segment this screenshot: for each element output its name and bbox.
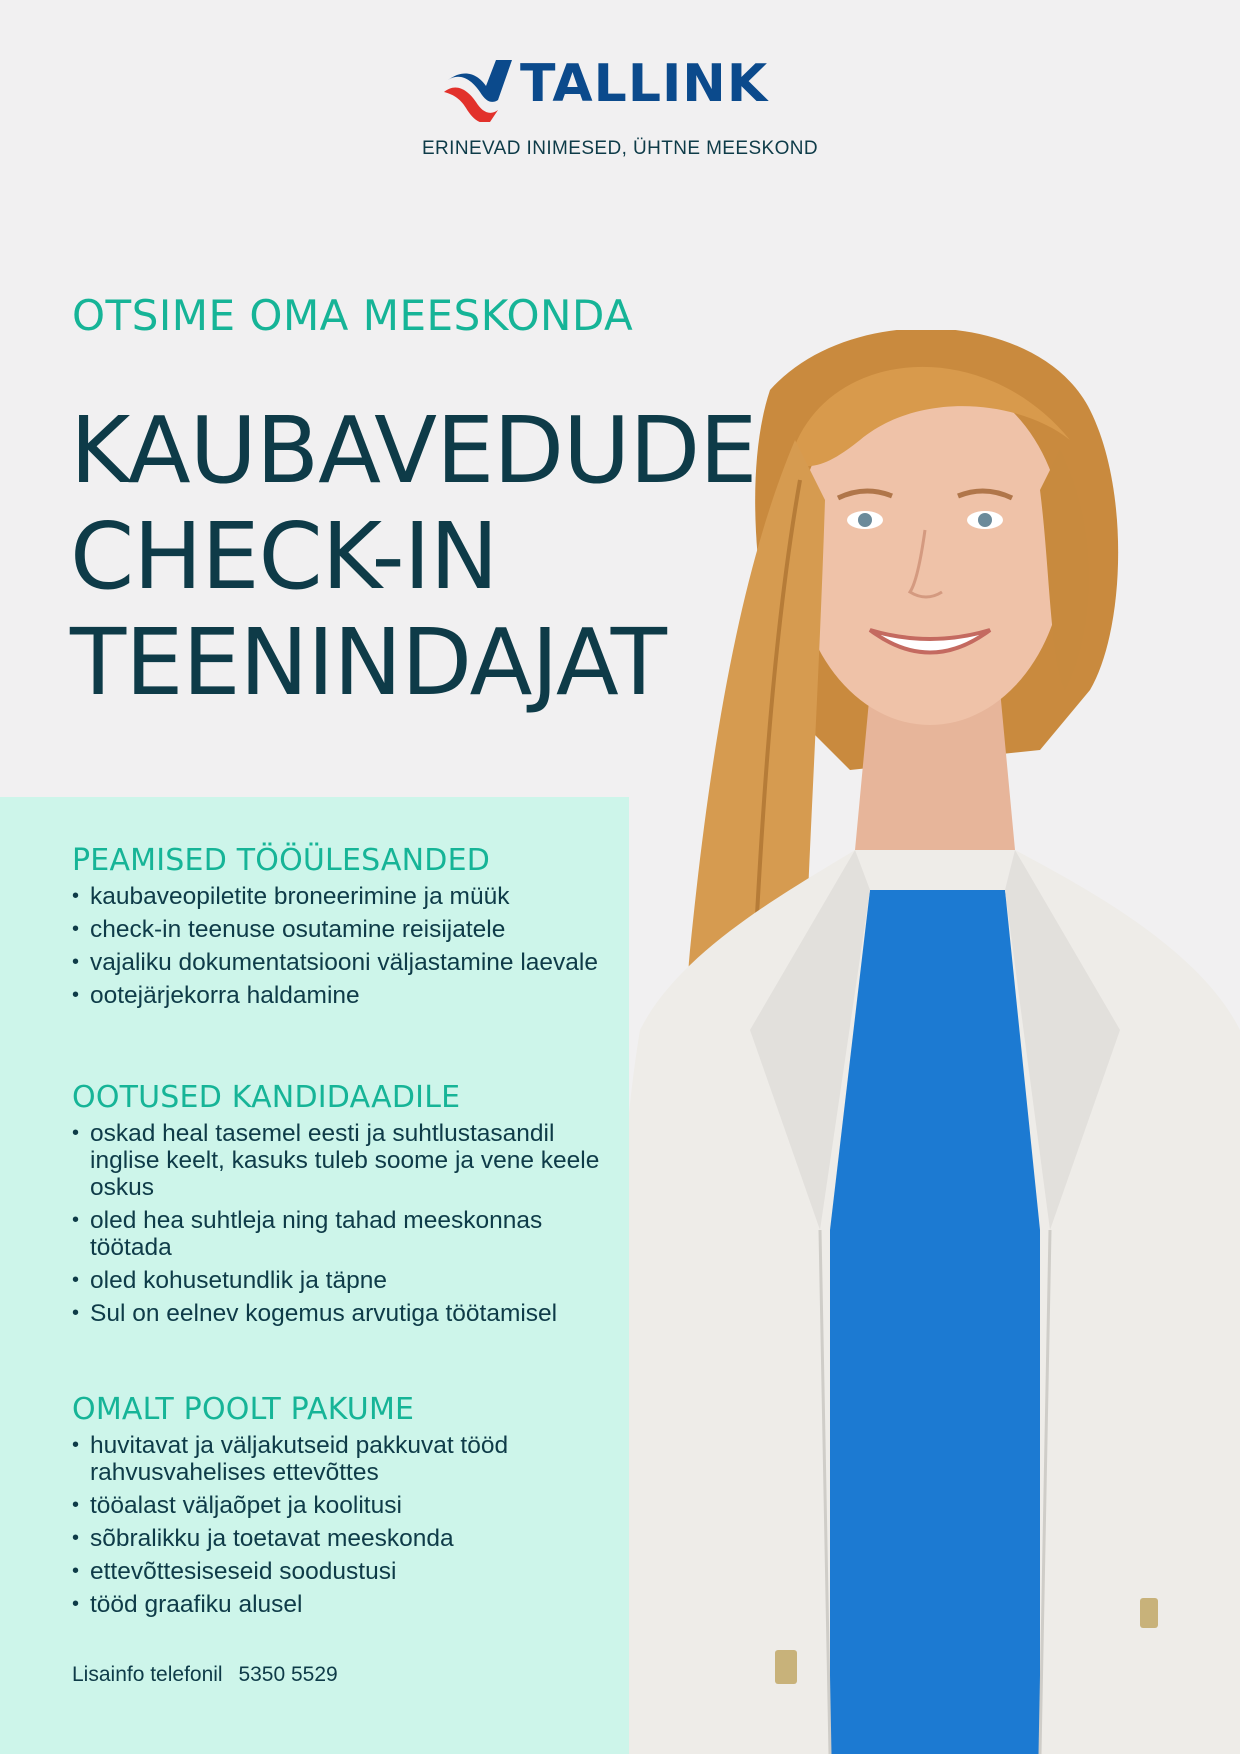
requirements-section xyxy=(72,1080,612,1333)
contact-phone[interactable]: 5350 5529 xyxy=(238,1663,338,1686)
list-item: • check-in teenuse osutamine reisijatele xyxy=(72,916,612,943)
list-item: • sõbralikku ja toetavat meeskonda xyxy=(72,1525,612,1552)
list-item: • oled hea suhtleja ning tahad meeskonnas töötada xyxy=(72,1207,612,1261)
employee-photo xyxy=(620,330,1240,1754)
section-heading: OOTUSED KANDIDAADILE xyxy=(72,1080,461,1115)
list-item: • oskad heal tasemel eesti ja suhtlustasandil inglise keelt, kasuks tuleb soome ja vene keele oskus xyxy=(72,1120,612,1201)
brand-name: TALLINK xyxy=(520,54,769,114)
contact-label: Lisainfo telefonil xyxy=(72,1663,223,1686)
list-item: • tööd graafiku alusel xyxy=(72,1591,612,1618)
section-heading: PEAMISED TÖÖÜLESANDED xyxy=(72,843,491,878)
contact-info xyxy=(72,1663,338,1687)
job-title-line: CHECK-IN xyxy=(70,503,498,610)
tallink-logo xyxy=(438,52,804,122)
headline-kicker: OTSIME OMA MEESKONDA xyxy=(72,291,634,340)
list-item: • ettevõttesiseseid soodustusi xyxy=(72,1558,612,1585)
list-item: • ootejärjekorra haldamine xyxy=(72,982,612,1009)
list-item: • oled kohusetundlik ja täpne xyxy=(72,1267,612,1294)
list-item: • huvitavat ja väljakutseid pakkuvat tööd rahvusvahelises ettevõttes xyxy=(72,1432,612,1486)
job-title-line: TEENINDAJAT xyxy=(70,609,666,716)
job-title-line: KAUBAVEDUDE xyxy=(70,397,757,504)
duties-list xyxy=(72,883,612,1009)
requirements-list xyxy=(72,1120,612,1327)
list-item: • Sul on eelnev kogemus arvutiga töötamisel xyxy=(72,1300,612,1327)
tallink-wave-logo-icon xyxy=(438,52,516,122)
list-item: • kaubaveopiletite broneerimine ja müük xyxy=(72,883,612,910)
benefits-list xyxy=(72,1432,612,1618)
duties-section xyxy=(72,843,612,1015)
list-item: • vajaliku dokumentatsiooni väljastamine laevale xyxy=(72,949,612,976)
brand-tagline: ERINEVAD INIMESED, ÜHTNE MEESKOND xyxy=(421,138,819,159)
list-item: • tööalast väljaõpet ja koolitusi xyxy=(72,1492,612,1519)
section-heading: OMALT POOLT PAKUME xyxy=(72,1392,415,1427)
benefits-section xyxy=(72,1392,612,1624)
